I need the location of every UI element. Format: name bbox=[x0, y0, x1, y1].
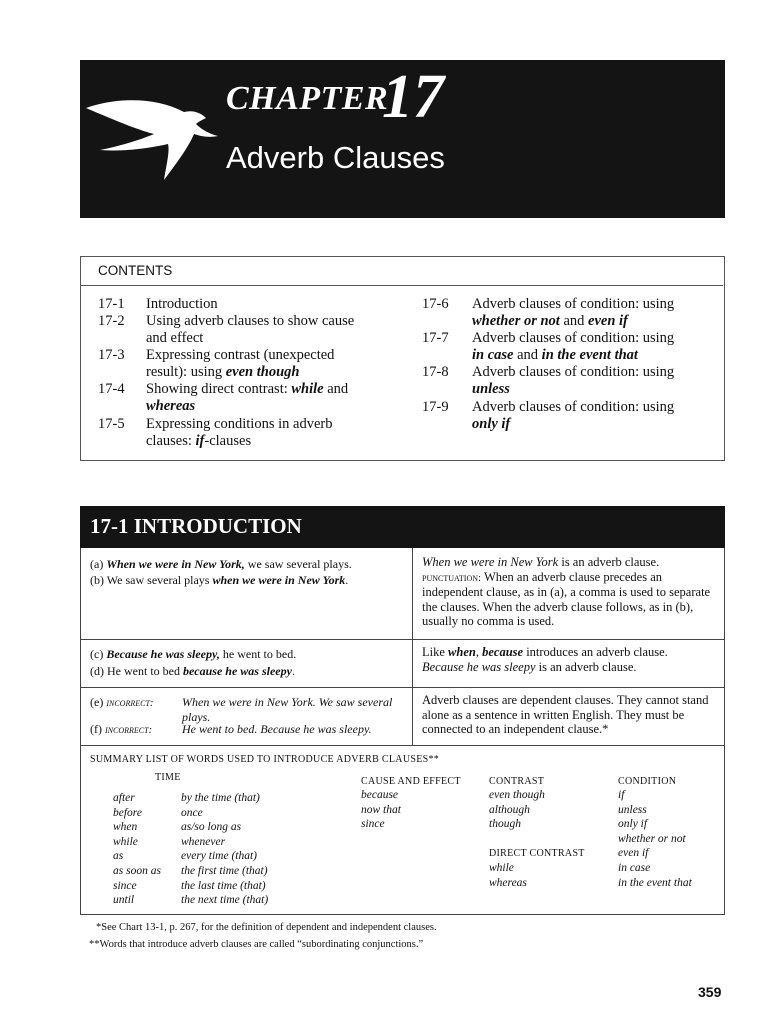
word: whereas bbox=[489, 876, 527, 889]
contrast-heading: CONTRAST bbox=[489, 776, 545, 787]
word: the first time (that) bbox=[181, 864, 268, 877]
word: whether or not bbox=[618, 832, 686, 845]
word: though bbox=[489, 818, 521, 831]
word: even though bbox=[489, 789, 545, 801]
bird-icon bbox=[84, 90, 219, 185]
toc-entry: Expressing conditions in adverb bbox=[146, 416, 333, 432]
toc-entry: result): using even though bbox=[146, 364, 300, 380]
toc-entry: Showing direct contrast: while and bbox=[146, 381, 349, 397]
chart-column-divider bbox=[412, 548, 413, 746]
word: in case bbox=[618, 861, 651, 874]
toc-number: 17-3 bbox=[98, 347, 125, 363]
word: now that bbox=[361, 803, 401, 816]
toc-entry: unless bbox=[472, 381, 510, 397]
word: since bbox=[113, 879, 137, 892]
toc-entry: Adverb clauses of condition: using bbox=[472, 330, 675, 346]
toc-entry: clauses: if-clauses bbox=[146, 433, 252, 449]
cause-heading: CAUSE AND EFFECT bbox=[361, 776, 461, 787]
word: if bbox=[618, 789, 625, 801]
toc-entry: Expressing contrast (unexpected bbox=[146, 347, 335, 363]
example-c: (c) Because he was sleepy, he went to bed. bbox=[90, 647, 297, 661]
time-words-col1 bbox=[113, 791, 161, 908]
example-f: (f) incorrect: He went to bed. Because he was sleepy. bbox=[90, 722, 372, 736]
word: after bbox=[113, 792, 135, 804]
toc-number: 17-4 bbox=[98, 381, 125, 397]
toc-entry: Adverb clauses of condition: using bbox=[472, 364, 675, 380]
word: because bbox=[361, 789, 399, 801]
example-d: (d) He went to bed because he was sleepy. bbox=[90, 664, 295, 678]
word: only if bbox=[618, 818, 648, 831]
chapter-title: Adverb Clauses bbox=[226, 140, 445, 175]
toc-entry: Introduction bbox=[146, 296, 218, 312]
chart-row-divider bbox=[80, 745, 725, 746]
word: whenever bbox=[181, 835, 226, 848]
word: until bbox=[113, 894, 135, 907]
example-e: (e) incorrect: When we were in New York. We saw several plays. bbox=[90, 695, 393, 724]
contents-label: CONTENTS bbox=[98, 263, 173, 278]
toc-entry: whether or not and even if bbox=[472, 313, 628, 329]
footnote-2: **Words that introduce adverb clauses are called “subordinating conjunctions.” bbox=[89, 939, 424, 950]
time-words-col2 bbox=[181, 791, 268, 908]
word: the next time (that) bbox=[181, 894, 269, 907]
toc-number: 17-1 bbox=[98, 296, 125, 312]
chart-border-right bbox=[724, 548, 725, 746]
word: the last time (that) bbox=[181, 879, 266, 892]
summary-border-bottom bbox=[80, 914, 725, 915]
toc-number: 17-9 bbox=[422, 399, 449, 415]
time-heading: TIME bbox=[155, 772, 181, 783]
word: although bbox=[489, 803, 530, 816]
chapter-word: CHAPTER bbox=[226, 80, 389, 117]
word: unless bbox=[618, 803, 647, 816]
summary-heading: SUMMARY LIST OF WORDS USED TO INTRODUCE ADVERB CLAUSES** bbox=[90, 754, 440, 765]
toc-number: 17-2 bbox=[98, 313, 125, 329]
word: since bbox=[361, 818, 385, 831]
toc-entry: Adverb clauses of condition: using bbox=[472, 399, 675, 415]
word: as bbox=[113, 850, 124, 863]
toc-entry: whereas bbox=[146, 398, 196, 414]
toc-number: 17-6 bbox=[422, 296, 449, 312]
example-a: (a) When we were in New York, we saw several plays. bbox=[90, 557, 352, 571]
word: before bbox=[113, 806, 142, 819]
word: in the event that bbox=[618, 876, 692, 889]
word: once bbox=[181, 806, 203, 819]
chart-border-left bbox=[80, 548, 81, 746]
word: even if bbox=[618, 847, 649, 860]
direct-contrast-words bbox=[489, 861, 527, 890]
summary-border-right bbox=[724, 745, 725, 915]
example-b: (b) We saw several plays when we were in New York. bbox=[90, 573, 349, 587]
condition-heading: CONDITION bbox=[618, 776, 677, 787]
explanation-1: When we were in New York is an adverb clause. punctuation: When an adverb clause precedes an independent clause, as in (a), a comma is used to separate the clauses. When the adverb clause follows, as in (b), usually no comma is used. bbox=[422, 555, 711, 628]
footnote-1: *See Chart 13-1, p. 267, for the definition of dependent and independent clauses. bbox=[96, 922, 437, 933]
explanation-3: Adverb clauses are dependent clauses. They cannot stand alone as a sentence in written English. They must be connected to an independent clause.* bbox=[422, 693, 709, 736]
toc-entry: and effect bbox=[146, 330, 204, 346]
summary-border-left bbox=[80, 745, 81, 915]
toc-entry: in case and in the event that bbox=[472, 347, 638, 363]
toc-number: 17-7 bbox=[422, 330, 449, 346]
word: as soon as bbox=[113, 864, 161, 877]
toc-number: 17-8 bbox=[422, 364, 449, 380]
word: when bbox=[113, 821, 138, 834]
contents-header bbox=[80, 256, 723, 286]
toc-number: 17-5 bbox=[98, 416, 125, 432]
word: every time (that) bbox=[181, 850, 257, 863]
page-number: 359 bbox=[698, 984, 722, 1000]
cause-words bbox=[361, 788, 401, 832]
word: by the time (that) bbox=[181, 792, 260, 804]
word: while bbox=[113, 835, 138, 848]
word: while bbox=[489, 862, 514, 874]
condition-words bbox=[618, 788, 692, 890]
toc-entry: Adverb clauses of condition: using bbox=[472, 296, 675, 312]
chart-row-divider bbox=[80, 687, 725, 688]
explanation-2: Like when, because introduces an adverb clause. Because he was sleepy is an adverb clause. bbox=[422, 645, 668, 674]
section-title: 17-1 INTRODUCTION bbox=[90, 514, 302, 538]
chapter-number: 17 bbox=[382, 63, 444, 131]
contrast-words bbox=[489, 788, 545, 832]
toc-entry: only if bbox=[472, 416, 511, 432]
direct-contrast-heading: DIRECT CONTRAST bbox=[489, 848, 585, 859]
toc-entry: Using adverb clauses to show cause bbox=[146, 313, 355, 329]
chart-row-divider bbox=[80, 639, 725, 640]
word: as/so long as bbox=[181, 821, 242, 834]
